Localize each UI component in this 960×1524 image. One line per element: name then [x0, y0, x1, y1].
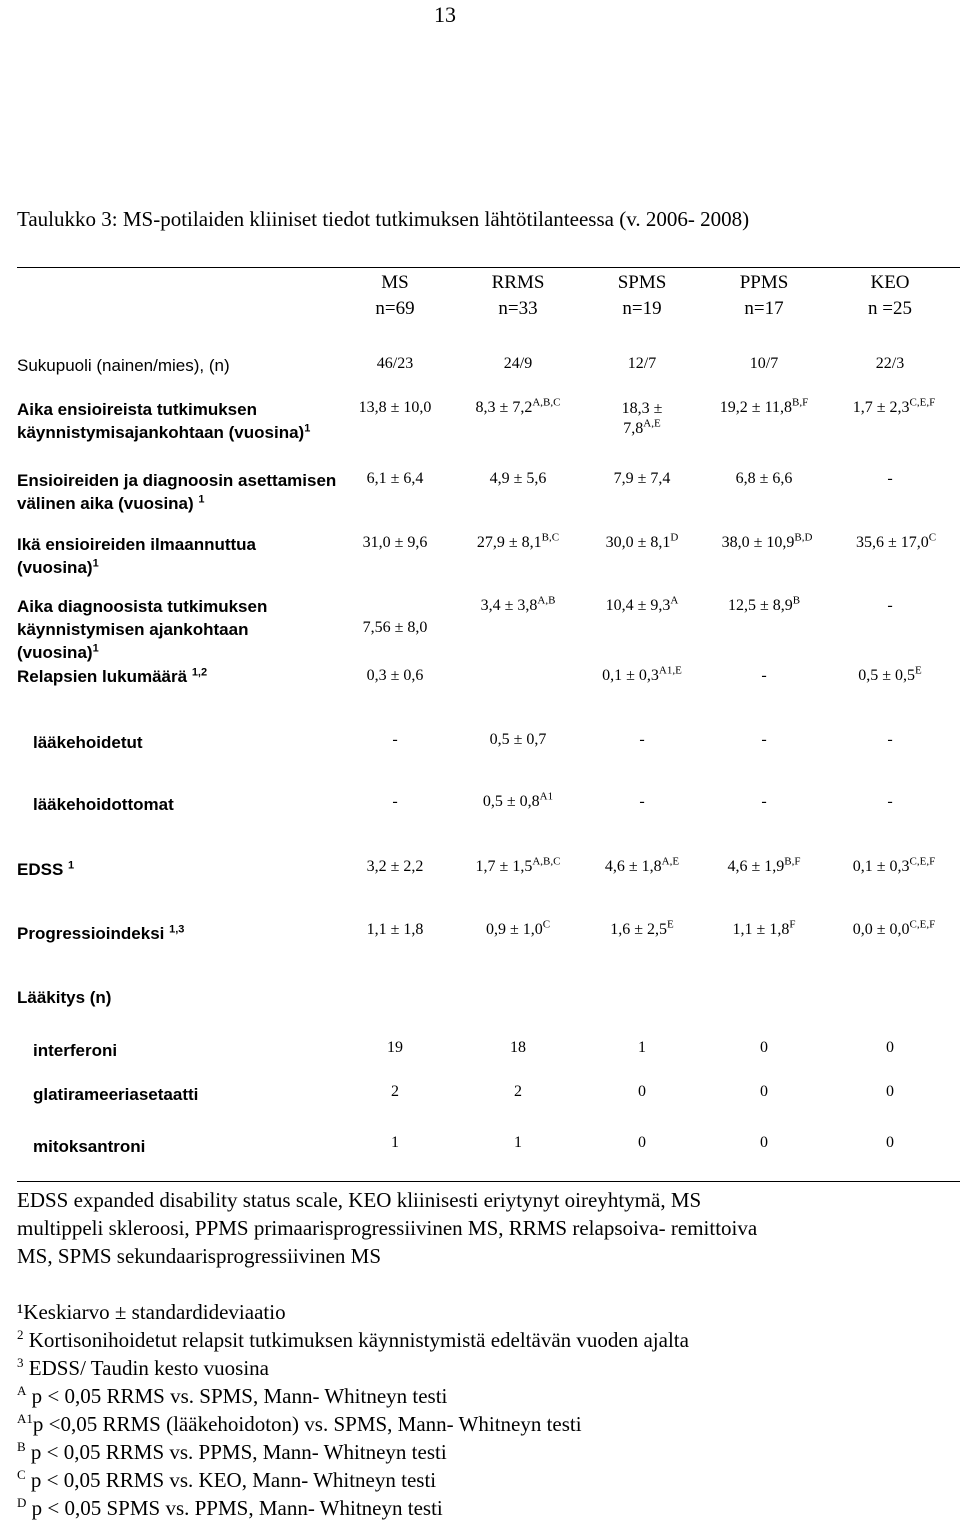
- cell: 2: [514, 1083, 522, 1100]
- col-header-rrms: RRMS n=33: [491, 272, 545, 319]
- cell: 0: [760, 1134, 768, 1151]
- row-label-relapsien: Relapsien lukumäärä $^{1,2}$: [17, 666, 208, 686]
- row-label-mitoksantroni: mitoksantroni: [33, 1137, 146, 1156]
- footnote-abbrev-line-1: EDSS expanded disability status scale, KEO kliinisesti eriytynyt oireyhtymä, MS: [17, 1188, 702, 1212]
- footnote-1: ¹Keskiarvo ± standardideviaatio: [17, 1300, 286, 1324]
- cell: 22/3: [875, 355, 905, 372]
- cell: $4,6 \pm 1,9^{B,F}$: [727, 855, 801, 875]
- cell: -: [887, 731, 893, 748]
- cell: 1: [514, 1134, 522, 1151]
- cell: 0: [760, 1083, 768, 1100]
- col-header-keo: KEO n =25: [868, 272, 912, 319]
- col-header-ppms: PPMS n=17: [739, 272, 789, 319]
- footnote-a: $^A$ p < 0,05 RRMS vs. SPMS, Mann- Whitneyn testi: [17, 1383, 448, 1408]
- cell: -: [761, 731, 767, 748]
- cell: 0: [638, 1134, 646, 1151]
- row-label-laakehoidetut: lääkehoidetut: [33, 733, 143, 752]
- cell: $4,6 \pm 1,8^{A,E}$: [604, 855, 680, 875]
- col-header-spms: SPMS n=19: [617, 272, 667, 319]
- row-label-glatirameeriasetaatti: glatirameeriasetaatti: [33, 1085, 199, 1104]
- cell: 3,2 ± 2,2: [366, 858, 424, 875]
- cell: 0,5 ± 0,7: [489, 731, 547, 748]
- cell: 2: [391, 1083, 399, 1100]
- cell: $0,1 \pm 0,3^{C,E,F}$: [852, 855, 936, 875]
- cell: 4,9 ± 5,6: [489, 470, 547, 487]
- cell: $19,2 \pm 11,8^{B,F}$: [719, 396, 809, 416]
- cell: $12,5 \pm 8,9^B$: [727, 594, 801, 614]
- cell: 7,56 ± 8,0: [362, 619, 428, 636]
- row-label-aika-diagnoosista: Aika diagnoosista tutkimuksen käynnistymisen ajankohtaan $(vuosina)^1$: [17, 597, 268, 662]
- cell: 31,0 ± 9,6: [362, 534, 428, 551]
- cell: -: [887, 470, 893, 487]
- cell: 46/23: [376, 355, 414, 372]
- cell: -: [887, 793, 893, 810]
- footnote-abbrev-line-2: multippeli skleroosi, PPMS primaarisprogressiivinen MS, RRMS relapsoiva- remittoiva: [17, 1216, 758, 1240]
- cell: 0: [886, 1083, 894, 1100]
- row-label-edss: EDSS $^1$: [17, 859, 75, 879]
- footnote-2: $^2$ Kortisonihoidetut relapsit tutkimuksen käynnistymistä edeltävän vuoden ajalta: [17, 1327, 689, 1352]
- cell: 1,1 ± 1,8: [366, 921, 424, 938]
- cell: -: [639, 793, 645, 810]
- footnote-c: $^C$ p < 0,05 RRMS vs. KEO, Mann- Whitneyn testi: [17, 1467, 437, 1492]
- cell: $0,9 \pm 1,0^C$: [485, 918, 551, 938]
- cell: 7,9 ± 7,4: [613, 470, 671, 487]
- cell: -: [761, 793, 767, 810]
- cell: $0,1 \pm 0,3^{A1,E}$: [602, 664, 682, 684]
- table-title: Taulukko 3: MS-potilaiden kliiniset tiedot tutkimuksen lähtötilanteessa (v. 2006- 2008): [17, 207, 750, 231]
- cell: 6,1 ± 6,4: [366, 470, 424, 487]
- page-number: 13: [434, 2, 456, 27]
- footnote-b: $^B$ p < 0,05 RRMS vs. PPMS, Mann- Whitneyn testi: [17, 1439, 447, 1464]
- row-label-ensioireiden-diagnoosin: Ensioireiden ja diagnoosin asettamisen välinen aika (vuosina) $^1$: [17, 471, 337, 513]
- row-label-interferoni: interferoni: [33, 1041, 118, 1060]
- cell: 24/9: [503, 355, 533, 372]
- row-label-aika-ensioireista: Aika ensioireista tutkimuksen käynnistymisajankohtaan $(vuosina)^1$: [17, 400, 311, 442]
- cell: 1: [391, 1134, 399, 1151]
- cell: -: [639, 731, 645, 748]
- cell: 6,8 ± 6,6: [735, 470, 793, 487]
- footnote-3: $^3$ EDSS/ Taudin kesto vuosina: [17, 1355, 269, 1380]
- cell: 0: [760, 1039, 768, 1056]
- cell: -: [887, 597, 893, 614]
- cell: 18,3 ± $7,8^{A,E}$: [621, 400, 663, 437]
- cell: 0,3 ± 0,6: [366, 667, 424, 684]
- cell: $1,7 \pm 1,5^{A,B,C}$: [475, 855, 561, 875]
- cell: 18: [510, 1039, 526, 1056]
- cell: 19: [387, 1039, 403, 1056]
- cell: $0,5 \pm 0,8^{A1}$: [482, 790, 554, 810]
- cell: 0: [638, 1083, 646, 1100]
- col-header-ms: MS n=69: [375, 272, 415, 319]
- cell: $3,4 \pm 3,8^{A,B}$: [480, 594, 556, 614]
- cell: $0,0 \pm 0,0^{C,E,F}$: [852, 918, 936, 938]
- cell: $1,1 \pm 1,8^F$: [732, 918, 796, 938]
- cell: 0: [886, 1134, 894, 1151]
- cell: $0,5 \pm 0,5^E$: [858, 664, 922, 684]
- cell: 10/7: [749, 355, 779, 372]
- cell: $35,6 \pm 17,0^C$: [855, 531, 937, 551]
- row-label-laakitys: Lääkitys (n): [17, 988, 112, 1007]
- cell: $1,7 \pm 2,3^{C,E,F}$: [852, 396, 936, 416]
- row-label-ika: Ikä ensioireiden ilmaannuttua $(vuosina)^1$: [17, 535, 257, 577]
- cell: -: [761, 667, 767, 684]
- footnote-a1: $^{A1}$p <0,05 RRMS (lääkehoidoton) vs. SPMS, Mann- Whitneyn testi: [17, 1411, 582, 1436]
- cell: 13,8 ± 10,0: [358, 399, 432, 416]
- footnote-d: $^D$ p < 0,05 SPMS vs. PPMS, Mann- Whitneyn testi: [17, 1495, 443, 1520]
- cell: $1,6 \pm 2,5^E$: [610, 918, 674, 938]
- cell: $38,0 \pm 10,9^{B,D}$: [721, 531, 813, 551]
- cell: $27,9 \pm 8,1^{B,C}$: [476, 531, 560, 551]
- cell: -: [392, 793, 398, 810]
- cell: -: [392, 731, 398, 748]
- row-label-laakehoidottomat: lääkehoidottomat: [33, 795, 174, 814]
- cell: 12/7: [627, 355, 657, 372]
- cell: 0: [886, 1039, 894, 1056]
- table-top-rule: [17, 267, 960, 268]
- table-bottom-rule: [17, 1181, 960, 1182]
- cell: $30,0 \pm 8,1^D$: [605, 531, 679, 551]
- row-label-sukupuoli: Sukupuoli (nainen/mies), (n): [17, 356, 230, 375]
- cell: 1: [638, 1039, 646, 1056]
- cell: $10,4 \pm 9,3^A$: [605, 594, 679, 614]
- cell: $8,3 \pm 7,2^{A,B,C}$: [475, 396, 561, 416]
- row-label-progressioindeksi: Progressioindeksi $^{1,3}$: [17, 923, 185, 943]
- footnote-abbrev-line-3: MS, SPMS sekundaarisprogressiivinen MS: [17, 1244, 382, 1268]
